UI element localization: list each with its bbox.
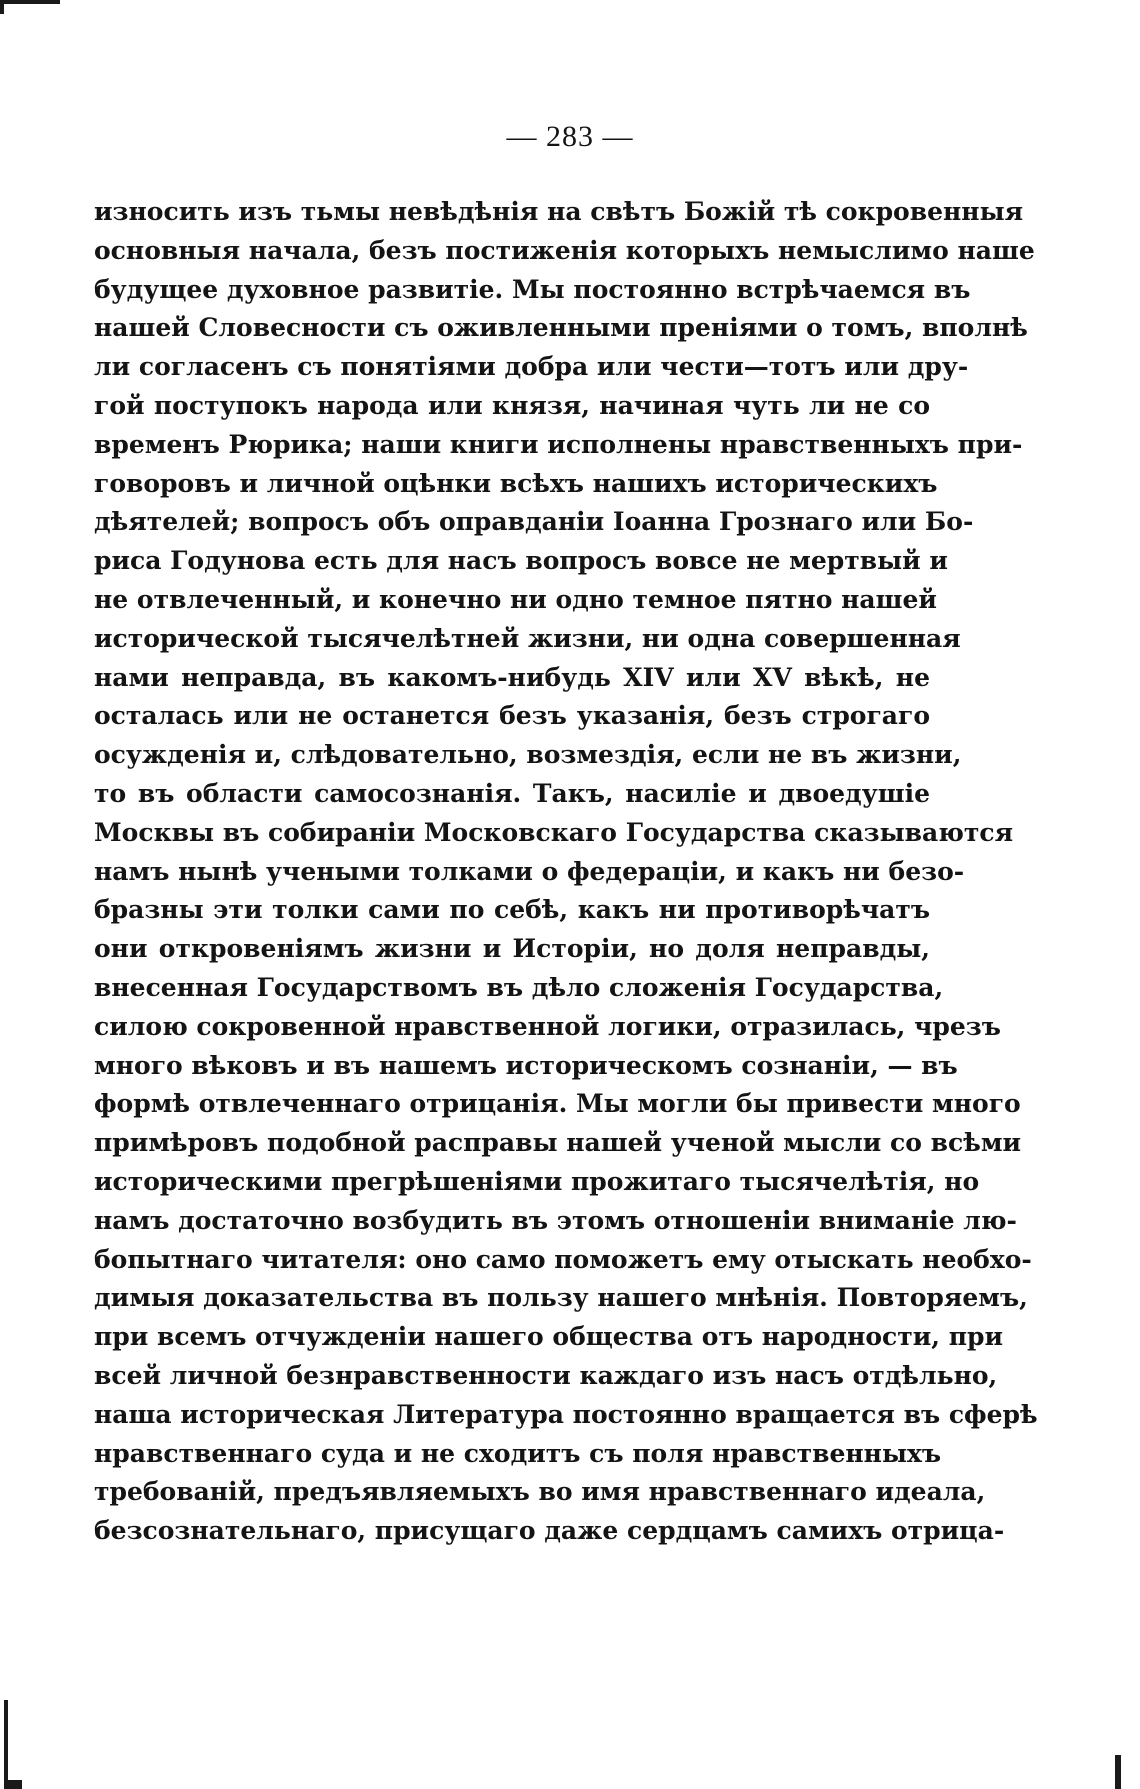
body-text — [94, 193, 1038, 1551]
text-line: историческими прегрѣшеніями прожитаго тысячелѣтія, но — [94, 1166, 980, 1196]
text-line: всей личной безнравственности каждаго изъ насъ отдѣльно, — [94, 1360, 998, 1390]
text-line: при всемъ отчужденіи нашего общества отъ народности, при — [94, 1322, 1004, 1352]
text-line: нашей Словесности съ оживленными преніями о томъ, вполнѣ — [94, 313, 1028, 343]
text-line: примѣровъ подобной расправы нашей ученой мысли со всѣми — [94, 1128, 1022, 1158]
text-line: ли согласенъ съ понятіями добра или чести—тотъ или дру- — [94, 352, 969, 382]
text-line: бопытнаго читателя: оно само поможетъ ему отыскать необхо- — [94, 1244, 1032, 1274]
scan-mark-bottom-right — [1115, 1755, 1121, 1789]
text-line: дѣятелей; вопросъ объ оправданіи Іоанна Грознаго или Бо- — [94, 507, 974, 537]
text-line: временъ Рюрика; наши книги исполнены нравственныхъ при- — [94, 429, 1023, 459]
text-line: силою сокровенной нравственной логики, отразилась, чрезъ — [94, 1011, 1001, 1041]
text-line: говоровъ и личной оцѣнки всѣхъ нашихъ историческихъ — [94, 468, 938, 498]
text-line: намъ нынѣ учеными толками о федераціи, и какъ ни безо- — [94, 856, 965, 886]
text-line: Москвы въ собираніи Московскаго Государства сказываются — [94, 817, 1014, 847]
text-line: много вѣковъ и въ нашемъ историческомъ сознаніи, — въ — [94, 1050, 958, 1080]
text-line: износить изъ тьмы невѣдѣнія на свѣтъ Божій тѣ сокровенныя — [94, 197, 1024, 226]
text-line: формѣ отвлеченнаго отрицанія. Мы могли бы привести много — [94, 1089, 1021, 1119]
text-line: безсознательнаго, присущаго даже сердцамъ самихъ отрица- — [94, 1516, 1005, 1546]
text-line: риса Годунова есть для насъ вопросъ вовсе не мертвый и — [94, 546, 948, 576]
text-line: исторической тысячелѣтней жизни, ни одна совершенная — [94, 623, 961, 653]
scan-mark-top-left-tick — [0, 0, 4, 14]
page-number: — 283 — — [506, 120, 634, 153]
text-line: осталась или не останется безъ указанія, безъ строгаго — [94, 701, 930, 731]
text-line: бразны эти толки сами по себѣ, какъ ни противорѣчатъ — [94, 895, 930, 925]
text-line: требованій, предъявляемыхъ во имя нравственнаго идеала, — [94, 1477, 986, 1507]
scan-mark-bottom-left — [4, 1700, 8, 1789]
text-line: они откровеніямъ жизни и Исторіи, но доля неправды, — [94, 934, 930, 964]
text-line: нами неправда, въ какомъ-нибудь XIV или XV вѣкѣ, не — [94, 662, 930, 692]
text-line: намъ достаточно возбудить въ этомъ отношеніи вниманіе лю- — [94, 1205, 1017, 1235]
text-line: гой поступокъ народа или князя, начиная чуть ли не со — [94, 390, 930, 420]
text-line: нравственнаго суда и не сходитъ съ поля нравственныхъ — [94, 1438, 942, 1468]
scan-mark-top-left — [0, 0, 60, 4]
scan-mark-bottom-left-foot — [4, 1780, 22, 1789]
text-line: внесенная Государствомъ въ дѣло сложенія Государства, — [94, 972, 944, 1002]
text-line: то въ области самосознанія. Такъ, насиліе и двоедушіе — [94, 778, 930, 808]
text-line: наша историческая Литература постоянно вращается въ сферѣ — [94, 1399, 1038, 1429]
text-line: не отвлеченный, и конечно ни одно темное пятно нашей — [94, 584, 937, 614]
text-line: основныя начала, безъ постиженія которыхъ немыслимо наше — [94, 235, 1035, 265]
text-line: димыя доказательства въ пользу нашего мнѣнія. Повторяемъ, — [94, 1283, 1028, 1313]
text-line: осужденія и, слѣдовательно, возмездія, если не въ жизни, — [94, 740, 962, 770]
text-line: будущее духовное развитіе. Мы постоянно встрѣчаемся въ — [94, 274, 971, 304]
